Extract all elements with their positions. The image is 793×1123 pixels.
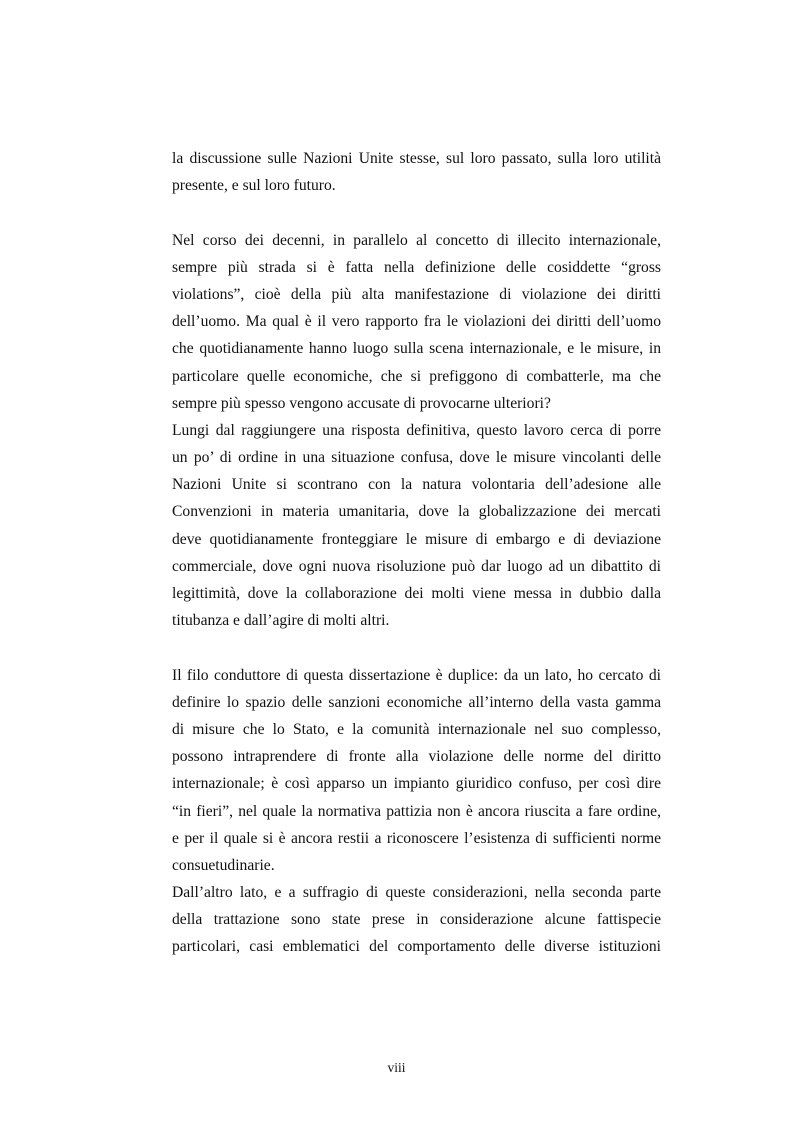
- text-line: presente, e sul loro futuro.: [172, 177, 336, 195]
- paragraph-1: [172, 145, 661, 199]
- text-line: legittimità, dove la collaborazione dei molti viene messa in dubbio dalla: [172, 585, 661, 602]
- body-text: [172, 145, 661, 961]
- text-line: internazionale; è così apparso un impianto giuridico confuso, per così dire: [172, 775, 661, 793]
- text-line: sempre più strada si è fatta nella definizione delle cosiddette “gross: [172, 258, 661, 276]
- text-line: la discussione sulle Nazioni Unite stesse, sul loro passato, sulla loro utilità: [172, 150, 661, 167]
- text-line: Nel corso dei decenni, in parallelo al concetto di illecito internazionale,: [172, 231, 661, 249]
- text-line: commerciale, dove ogni nuova risoluzione può dar luogo ad un dibattito di: [172, 557, 661, 575]
- text-line: che quotidianamente hanno luogo sulla scena internazionale, e le misure, in: [172, 340, 661, 358]
- text-line: particolari, casi emblematici del comportamento delle diverse istituzioni: [172, 938, 661, 956]
- text-line: della trattazione sono state prese in considerazione alcune fattispecie: [172, 911, 661, 929]
- text-line: Convenzioni in materia umanitaria, dove la globalizzazione dei mercati: [172, 503, 661, 521]
- paragraph-gap: [172, 199, 661, 226]
- text-line: di misure che lo Stato, e la comunità internazionale nel suo complesso,: [172, 720, 661, 738]
- paragraph-5: [172, 879, 661, 961]
- text-line: sempre più spesso vengono accusate di provocarne ulteriori?: [172, 394, 551, 412]
- text-line: dell’uomo. Ma qual è il vero rapporto fra le violazioni dei diritti dell’uomo: [172, 313, 661, 331]
- text-line: possono intraprendere di fronte alla violazione delle norme del diritto: [172, 748, 661, 766]
- page-number: viii: [387, 1060, 406, 1075]
- text-line: un po’ di ordine in una situazione confusa, dove le misure vincolanti delle: [172, 449, 661, 467]
- text-line: titubanza e dall’agire di molti altri.: [172, 612, 390, 630]
- text-line: violations”, cioè della più alta manifestazione di violazione dei diritti: [172, 285, 661, 303]
- paragraph-3: [172, 417, 661, 635]
- text-line: particolare quelle economiche, che si prefiggono di combatterle, ma che: [172, 367, 661, 385]
- text-line: Lungi dal raggiungere una risposta definitiva, questo lavoro cerca di porre: [172, 421, 661, 439]
- paragraph-2: [172, 227, 661, 417]
- text-line: “in fieri”, nel quale la normativa pattizia non è ancora riuscita a fare ordine,: [172, 802, 661, 820]
- text-line: Dall’altro lato, e a suffragio di queste considerazioni, nella seconda parte: [172, 884, 661, 902]
- paragraph-gap: [172, 634, 661, 661]
- text-line: Il filo conduttore di questa dissertazione è duplice: da un lato, ho cercato di: [172, 666, 661, 684]
- text-line: consuetudinarie.: [172, 856, 275, 874]
- text-line: deve quotidianamente fronteggiare le misure di embargo e di deviazione: [172, 530, 661, 548]
- text-line: definire lo spazio delle sanzioni economiche all’interno della vasta gamma: [172, 693, 661, 711]
- text-line: e per il quale si è ancora restii a riconoscere l’esistenza di sufficienti norme: [172, 829, 661, 847]
- paragraph-4: [172, 662, 661, 880]
- text-line: Nazioni Unite si scontrano con la natura volontaria dell’adesione alle: [172, 476, 661, 494]
